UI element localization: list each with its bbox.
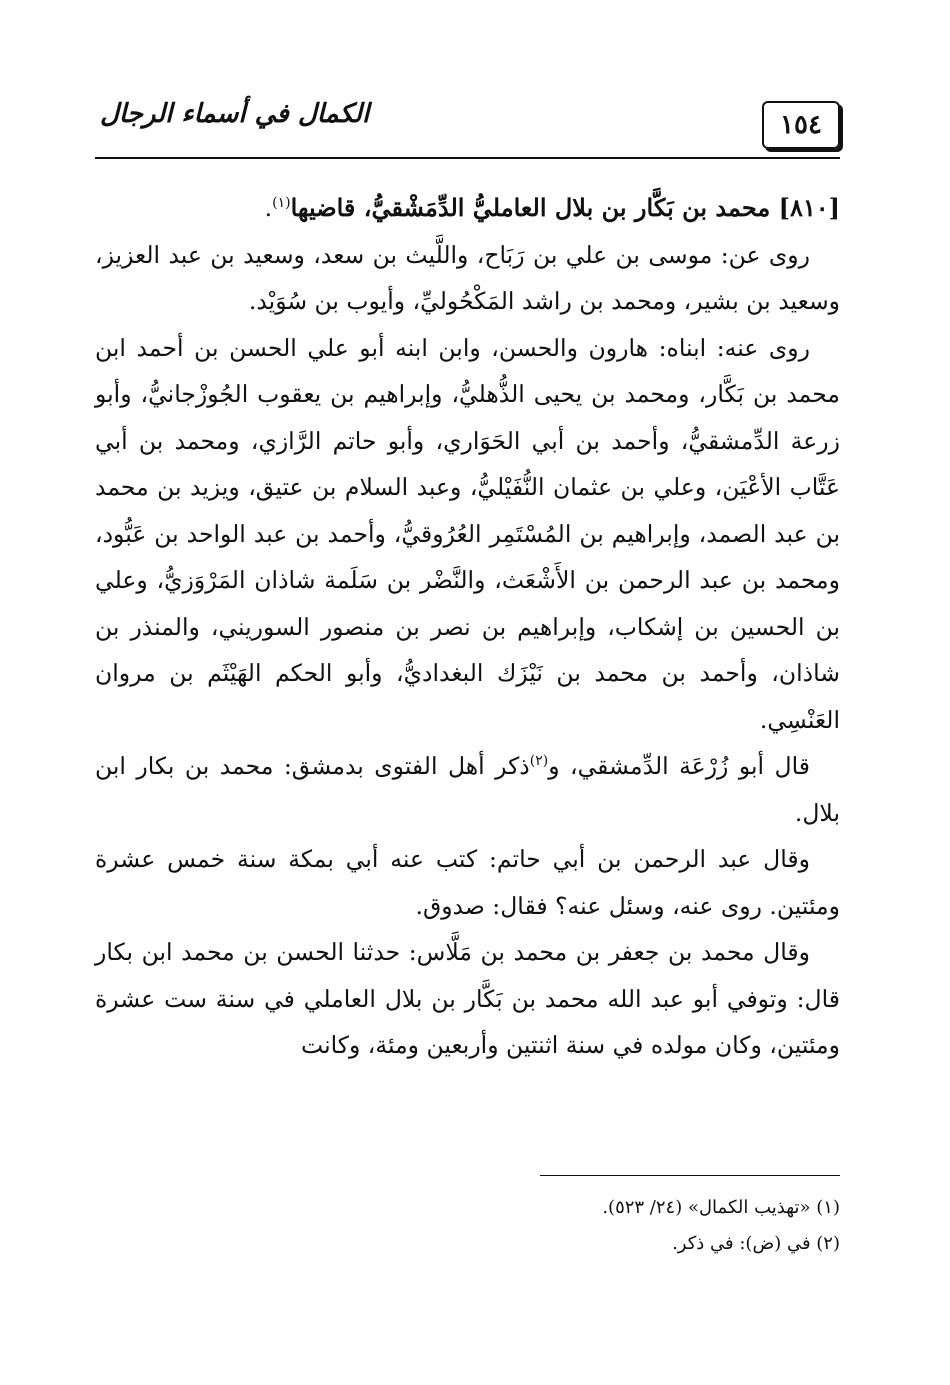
footnote-2: (٢) في (ض): في ذكر. [672,1233,840,1254]
page-header [95,95,840,165]
footnote-1: (١) «تهذيب الكمال» (٢٤/ ٥٢٣). [602,1197,840,1218]
entry-heading [95,185,840,232]
page-number: ١٥٤ [762,101,840,149]
paragraph-ibn-mallas: وقال محمد بن جعفر بن محمد بن مَلَّاس: حدثنا الحسن بن محمد ابن بكار قال: وتوفي أبو عبد الله محمد بن بَكَّار بن بلال العاملي في سنة ست عشرة ومئتين، وكان مولده في سنة اثنتين وأربعين ومئة، وكانت [95,938,840,1059]
quote1-after: ذكر أهل الفتوى بدمشق: محمد بن بكار ابن بلال. [95,752,840,827]
footnote-ref-2: (٢) [529,753,549,770]
entry-title: [٨١٠] محمد بن بَكَّار بن بلال العامليُّ الدِّمَشْقيُّ، قاضيها [290,193,840,222]
paragraph-ibn-abi-hatim: وقال عبد الرحمن بن أبي حاتم: كتب عنه أبي بمكة سنة خمس عشرة ومئتين. روى عنه، وسئل عنه؟ فقال: صدوق. [95,845,840,920]
footnote-ref-1: (١) [272,195,291,212]
footnotes [95,1190,840,1262]
header-rule [95,157,840,159]
book-title: الكمال في أسماء الرجال [100,99,370,129]
body-text [95,185,840,1069]
paragraph-narrated-from: روى عن: موسى بن علي بن رَبَاح، واللَّيث بن سعد، وسعيد بن عبد العزيز، وسعيد بن بشير، ومحمد بن راشد المَكْحُوليِّ، وأيوب بن سُوَيْد. [95,240,840,315]
footnote-rule [540,1175,840,1176]
paragraph-narrated-by: روى عنه: ابناه: هارون والحسن، وابن ابنه أبو علي الحسن بن أحمد ابن محمد بن بَكَّار، ومحمد بن يحيى الذُّهليُّ، وإبراهيم بن يعقوب الجُوزْجانيُّ، وأبو زرعة الدِّمشقيُّ، وأحمد بن أبي الحَوَاري، وأبو حاتم الرَّازي، ومحمد بن أبي عَتَّاب الأعْيَن، وعلي بن عثمان النُّفَيْليُّ، وعبد السلام بن عتيق، ويزيد بن محمد بن عبد الصمد، وإبراهيم بن المُسْتَمِر العُرُوقيُّ، وأحمد بن عبد الواحد بن عَبُّود، ومحمد بن عبد الرحمن بن الأَشْعَث، والنَّضْر بن سَلَمة شاذان المَرْوَزيُّ، وعلي بن الحسين بن إشكاب، وإبراهيم بن نصر بن منصور السوريني، والمنذر بن شاذان، وأحمد بن محمد بن نَيْزَك البغداديُّ، وأبو الحكم الهَيْثَم بن مروان العَنْسِي. [95,333,840,734]
entry-title-end: . [264,194,273,222]
paragraph-abu-zura [95,743,840,836]
quote1-before: قال أبو زُرْعَة الدِّمشقي، و [548,752,810,780]
